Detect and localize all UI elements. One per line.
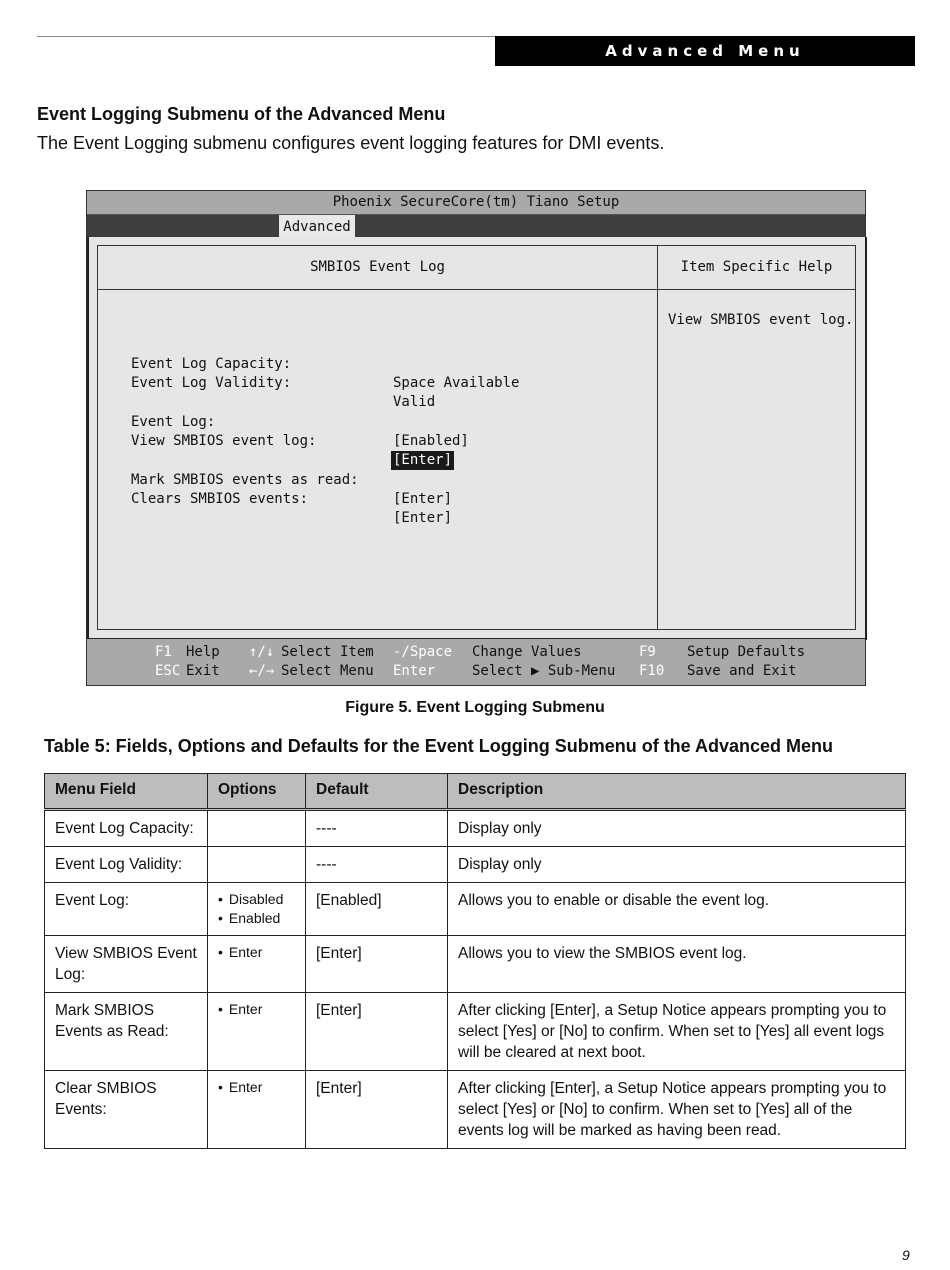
column-header: Options xyxy=(208,774,306,810)
bios-main-area xyxy=(87,237,867,640)
key-f1: F1 xyxy=(155,644,172,660)
setting-label: View SMBIOS event log: xyxy=(131,433,317,449)
intro-paragraph: The Event Logging submenu configures event logging features for DMI events. xyxy=(37,133,665,153)
bios-key-legend xyxy=(87,639,865,685)
key-enter: Enter xyxy=(393,663,436,679)
help-text: View SMBIOS event log. xyxy=(668,312,854,328)
default-cell: [Enter] xyxy=(306,936,448,993)
bios-setup-screenshot xyxy=(86,190,866,686)
menu-field-cell: Mark SMBIOS Events as Read: xyxy=(45,993,208,1071)
setting-label: Event Log: xyxy=(131,414,216,430)
setting-value-selected[interactable]: [Enter] xyxy=(393,452,453,468)
key-space: -/Space xyxy=(393,644,453,660)
setting-label: Clears SMBIOS events: xyxy=(131,491,309,507)
bios-title-bar: Phoenix SecureCore(tm) Tiano Setup xyxy=(87,191,865,215)
menu-field-cell: Event Log Capacity: xyxy=(45,810,208,847)
table-row xyxy=(45,883,906,936)
settings-panel-title: SMBIOS Event Log xyxy=(98,246,657,290)
table-row xyxy=(45,993,906,1071)
setting-value[interactable]: [Enabled] xyxy=(393,433,469,449)
help-panel-title: Item Specific Help xyxy=(658,246,855,290)
column-header: Default xyxy=(306,774,448,810)
description-cell: After clicking [Enter], a Setup Notice appears prompting you to select [Yes] or [No] to confirm. When set to [Yes] all of the events log will be marked as having been read. xyxy=(448,1071,906,1149)
fields-table xyxy=(44,773,906,1149)
options-cell xyxy=(208,993,306,1071)
table-header-row xyxy=(45,774,906,810)
key-f9-label: Setup Defaults xyxy=(687,644,806,660)
header-rule xyxy=(37,36,497,37)
setting-label: Event Log Validity: xyxy=(131,375,292,391)
menu-field-cell: Event Log Validity: xyxy=(45,847,208,883)
key-f10-label: Save and Exit xyxy=(687,663,797,679)
setting-value: Valid xyxy=(393,394,436,410)
key-f10: F10 xyxy=(639,663,665,679)
bios-tab-bar xyxy=(87,215,865,237)
key-esc: ESC xyxy=(155,663,181,679)
setting-value[interactable]: [Enter] xyxy=(393,491,453,507)
default-cell: [Enter] xyxy=(306,1071,448,1149)
key-f9: F9 xyxy=(639,644,656,660)
option-item: • Enter xyxy=(218,943,295,962)
menu-field-cell: Clear SMBIOS Events: xyxy=(45,1071,208,1149)
section-banner: Advanced Menu xyxy=(495,36,915,66)
description-cell: After clicking [Enter], a Setup Notice appears prompting you to select [Yes] or [No] to confirm. When set to [Yes] all event logs will be cleared at next boot. xyxy=(448,993,906,1071)
table-row xyxy=(45,1071,906,1149)
column-header: Menu Field xyxy=(45,774,208,810)
table-row xyxy=(45,847,906,883)
description-cell: Allows you to enable or disable the event log. xyxy=(448,883,906,936)
description-cell: Allows you to view the SMBIOS event log. xyxy=(448,936,906,993)
setting-value: Space Available xyxy=(393,375,520,391)
default-cell: [Enter] xyxy=(306,993,448,1071)
options-cell xyxy=(208,1071,306,1149)
setting-value[interactable]: [Enter] xyxy=(393,510,453,526)
setting-label: Mark SMBIOS events as read: xyxy=(131,472,359,488)
key-esc-label: Exit xyxy=(186,663,220,679)
menu-field-cell: Event Log: xyxy=(45,883,208,936)
default-cell: ---- xyxy=(306,847,448,883)
options-cell xyxy=(208,936,306,993)
key-updown: ↑/↓ xyxy=(249,644,275,660)
help-panel xyxy=(657,245,856,630)
option-item: • Disabled xyxy=(218,890,295,909)
tab-advanced[interactable]: Advanced xyxy=(279,215,355,237)
settings-panel xyxy=(97,245,658,630)
key-updown-label: Select Item xyxy=(281,644,374,660)
options-cell xyxy=(208,810,306,847)
key-leftright-label: Select Menu xyxy=(281,663,374,679)
table-row xyxy=(45,810,906,847)
description-cell: Display only xyxy=(448,810,906,847)
menu-field-cell: View SMBIOS Event Log: xyxy=(45,936,208,993)
column-header: Description xyxy=(448,774,906,810)
option-item: • Enter xyxy=(218,1000,295,1019)
option-item: • Enter xyxy=(218,1078,295,1097)
options-cell xyxy=(208,883,306,936)
options-cell xyxy=(208,847,306,883)
section-title: Event Logging Submenu of the Advanced Menu xyxy=(37,104,446,124)
description-cell: Display only xyxy=(448,847,906,883)
page-number: 9 xyxy=(902,1247,910,1263)
option-item: • Enabled xyxy=(218,909,295,928)
key-enter-label: Select ▶ Sub-Menu xyxy=(472,663,616,679)
key-leftright: ←/→ xyxy=(249,663,275,679)
key-f1-label: Help xyxy=(186,644,220,660)
table-title: Table 5: Fields, Options and Defaults for the Event Logging Submenu of the Advanced Menu xyxy=(44,736,834,756)
setting-label: Event Log Capacity: xyxy=(131,356,292,372)
key-space-label: Change Values xyxy=(472,644,582,660)
default-cell: [Enabled] xyxy=(306,883,448,936)
default-cell: ---- xyxy=(306,810,448,847)
figure-caption: Figure 5. Event Logging Submenu xyxy=(345,699,605,716)
table-row xyxy=(45,936,906,993)
